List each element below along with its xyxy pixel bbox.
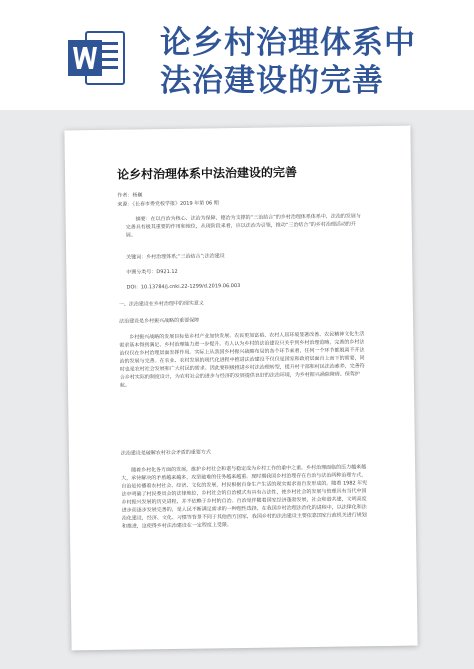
author-line: 作者：杨巍 (117, 192, 143, 199)
section-subheading-2: 法治建设是破解农村社会矛盾的重要方式 (120, 449, 211, 457)
banner-title (160, 24, 460, 100)
section-subheading-1: 法治建设是乡村振兴战略的重要保障 (119, 317, 200, 325)
classification-number: 中图分类号：D921.12 (126, 268, 178, 276)
word-document-icon (64, 26, 128, 90)
paragraph-2: 随着乡村化各方面的发展，维护乡村社会和谐与稳定成为乡村工作的重中之重，乡村治理面临的压力越来越大，承待解决的矛盾越来越多，攻坚破难的任务越来越重。现时期我国乡村治理存在自治与法治两种治理方式，自治是传播着农村社会、经济、文化的发展，村民根据自身生产生活的现实需求而自发形成的。随着 1982 年宪法中明确了村民委员会的法律地位，乡村社会的自治模式有具有合法性，使乡村社会的发展与管理具有当代中国乡村振兴发展的历史进程，并不依赖于乡村的自治。自治是伴随着国家经济蓬勃发展，社会和谐共建，文明高度进步而逐步发展完善的，是人民不断满足需求的一种理性选择，在我国乡村治理法治化的进程中，以法律化和法治化建设，经济、文化、习惯等背景不同于其他西方国家，我国乡村的法治建设主要依靠国家行政机关进行规划和推进，这使得乡村法治建设在一定程度上受限。 (121, 464, 368, 530)
header-banner (0, 0, 474, 110)
source-line: 来源：《长春市委党校学报》2019 年第 06 期 (117, 200, 219, 208)
section-heading-1: 一、法治建设在乡村治理中的现实意义 (118, 300, 204, 308)
doi: DOI：10.13784/j.cnki.22-1299/d.2019.06.003 (126, 282, 241, 291)
banner-title-line-1: 论乡村治理体系中 (160, 25, 416, 61)
banner-title-line-2: 法治建设的完善 (160, 63, 384, 99)
document-page (64, 126, 417, 651)
abstract: 摘要：在以自治为核心、法治为保障、德治为支撑的“三治结合”的乡村治理体系体系中，法治的发展与完善具有极其重要的作用和地位，从现阶段来看，应以法治为引领，推动“三治结合”的乡村治理活动的开展。 (125, 213, 361, 239)
keywords: 关键词：乡村治理体系;“三治结合”;法治建设 (126, 253, 225, 261)
paragraph-1: 乡村振兴战略的发展目标是乡村产业加快发展、农民更加富裕、农村人居环境显著改善、农民精神文化生活需求基本得到满足、乡村治理能力进一步提升。有人认为乡村的法治建设只关乎到乡村治理范畴，完善的乡村法治仅仅在乡村治理层面发挥作用。实际上从我国乡村振兴战略布局的各个环节来看，任何一个环节都脱离不开法治的发展与完善。在农业、农村发展的现代化进程中推进法治建设不仅仅是国家和政府层面自上而下的需要，同时也是农村社会发展和广大村民的需求。因此要积极推进乡村法治理转型，提升村干部和村民法治素养，完善符合乡村实际的制度设计，为农村社会的进步与经济的发展提供良好的法治环境，为乡村振兴涌除障碍、保驾护航。 (119, 331, 365, 389)
document-title: 论乡村治理体系中法治建设的完善 (116, 165, 298, 182)
